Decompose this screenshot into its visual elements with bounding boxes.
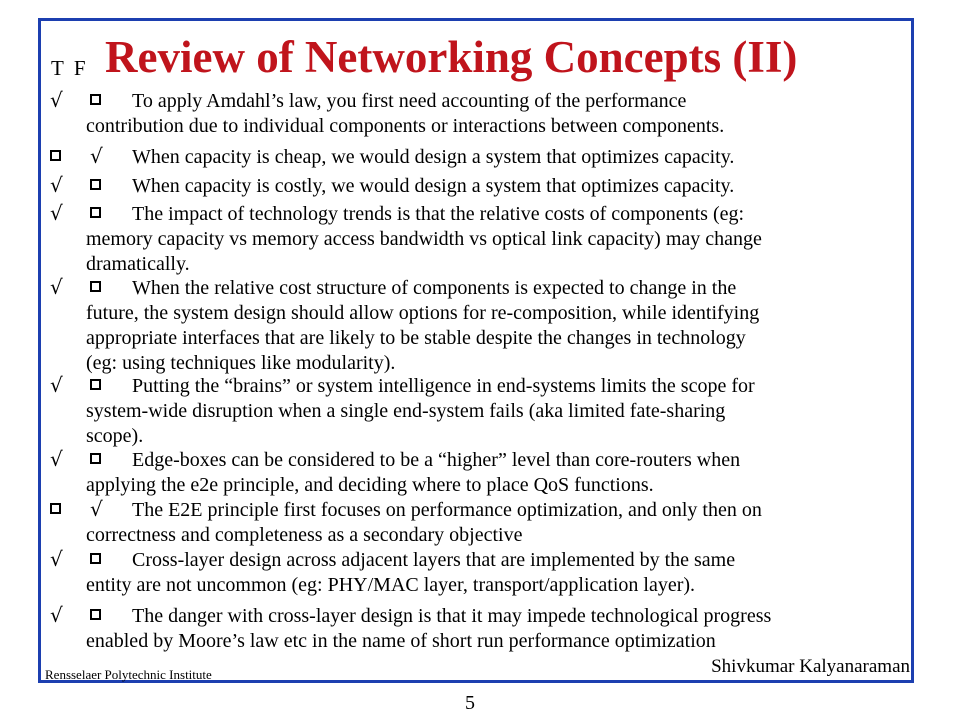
- false-mark: [90, 144, 132, 170]
- slide-title: Review of Networking Concepts (II): [105, 32, 798, 82]
- check-mark-icon: √: [50, 201, 63, 225]
- question-first-line: [50, 603, 900, 629]
- question-first-line: [50, 144, 900, 170]
- question-first-line: [50, 547, 900, 573]
- question-first-line: [50, 88, 900, 114]
- question-item: [50, 88, 900, 139]
- true-mark: [50, 173, 90, 199]
- question-continued-line: entity are not uncommon (eg: PHY/MAC layer, transport/application layer).: [86, 574, 696, 596]
- false-mark: [90, 548, 132, 573]
- true-mark: [50, 603, 90, 629]
- check-mark-icon: √: [50, 88, 63, 112]
- question-text: Putting the “brains” or system intelligence in end-systems limits the scope for: [132, 375, 755, 397]
- check-mark-icon: √: [50, 373, 63, 397]
- false-mark: [90, 276, 132, 301]
- check-mark-icon: √: [50, 447, 63, 471]
- true-mark: [50, 145, 90, 170]
- question-text: The danger with cross-layer design is that it may impede technological progress: [132, 605, 772, 627]
- page-number: 5: [465, 692, 475, 714]
- question-first-line: [50, 373, 900, 399]
- question-text: The impact of technology trends is that the relative costs of components (eg:: [132, 203, 745, 225]
- check-mark-icon: √: [50, 603, 63, 627]
- author-footer: Shivkumar Kalyanaraman: [711, 656, 910, 677]
- tf-header: [51, 56, 96, 80]
- true-column-label: T: [51, 56, 64, 80]
- institution-footer: Rensselaer Polytechnic Institute: [45, 667, 212, 682]
- question-item: [50, 144, 900, 170]
- empty-box-icon: [50, 503, 61, 514]
- true-mark: [50, 498, 90, 523]
- question-continued-line: system-wide disruption when a single end-system fails (aka limited fate-sharing: [86, 400, 726, 422]
- question-item: [50, 201, 900, 277]
- empty-box-icon: [90, 94, 101, 105]
- check-mark-icon: √: [90, 144, 103, 168]
- question-continued-line: dramatically.: [86, 253, 190, 275]
- empty-box-icon: [90, 609, 101, 620]
- false-column-label: F: [73, 56, 86, 80]
- question-continued-line: applying the e2e principle, and deciding where to place QoS functions.: [86, 474, 654, 496]
- question-item: [50, 497, 900, 548]
- true-mark: [50, 373, 90, 399]
- empty-box-icon: [90, 207, 101, 218]
- question-continued-line: future, the system design should allow options for re-composition, while identifying: [86, 302, 760, 324]
- question-continued-line: contribution due to individual components or interactions between components.: [86, 115, 725, 137]
- false-mark: [90, 202, 132, 227]
- empty-box-icon: [90, 553, 101, 564]
- question-text: To apply Amdahl’s law, you first need accounting of the performance: [132, 90, 687, 112]
- question-continued-line: correctness and completeness as a secondary objective: [86, 524, 523, 546]
- question-first-line: [50, 447, 900, 473]
- question-continued-line: enabled by Moore’s law etc in the name of short run performance optimization: [86, 630, 716, 652]
- false-mark: [90, 497, 132, 523]
- question-continued-line: appropriate interfaces that are likely to be stable despite the changes in technology: [86, 327, 746, 349]
- check-mark-icon: √: [90, 497, 103, 521]
- true-mark: [50, 275, 90, 301]
- question-item: [50, 547, 900, 598]
- question-item: [50, 603, 900, 654]
- question-continued-line: memory capacity vs memory access bandwidth vs optical link capacity) may change: [86, 228, 762, 250]
- empty-box-icon: [90, 379, 101, 390]
- true-mark: [50, 547, 90, 573]
- question-first-line: [50, 173, 900, 199]
- question-continued-line: (eg: using techniques like modularity).: [86, 352, 396, 374]
- true-mark: [50, 201, 90, 227]
- check-mark-icon: √: [50, 547, 63, 571]
- false-mark: [90, 174, 132, 199]
- false-mark: [90, 448, 132, 473]
- question-text: When capacity is cheap, we would design a system that optimizes capacity.: [132, 146, 735, 168]
- question-text: Cross-layer design across adjacent layers that are implemented by the same: [132, 549, 736, 571]
- empty-box-icon: [90, 179, 101, 190]
- empty-box-icon: [90, 453, 101, 464]
- check-mark-icon: √: [50, 275, 63, 299]
- check-mark-icon: √: [50, 173, 63, 197]
- false-mark: [90, 89, 132, 114]
- false-mark: [90, 374, 132, 399]
- false-mark: [90, 604, 132, 629]
- true-mark: [50, 88, 90, 114]
- question-item: [50, 373, 900, 449]
- question-item: [50, 173, 900, 199]
- question-continued-line: scope).: [86, 425, 144, 447]
- question-item: [50, 275, 900, 376]
- empty-box-icon: [90, 281, 101, 292]
- question-first-line: [50, 201, 900, 227]
- question-text: When capacity is costly, we would design a system that optimizes capacity.: [132, 175, 735, 197]
- empty-box-icon: [50, 150, 61, 161]
- question-item: [50, 447, 900, 498]
- question-first-line: [50, 275, 900, 301]
- question-text: The E2E principle first focuses on performance optimization, and only then on: [132, 499, 762, 521]
- question-text: When the relative cost structure of components is expected to change in the: [132, 277, 737, 299]
- question-first-line: [50, 497, 900, 523]
- true-mark: [50, 447, 90, 473]
- question-text: Edge-boxes can be considered to be a “higher” level than core-routers when: [132, 449, 741, 471]
